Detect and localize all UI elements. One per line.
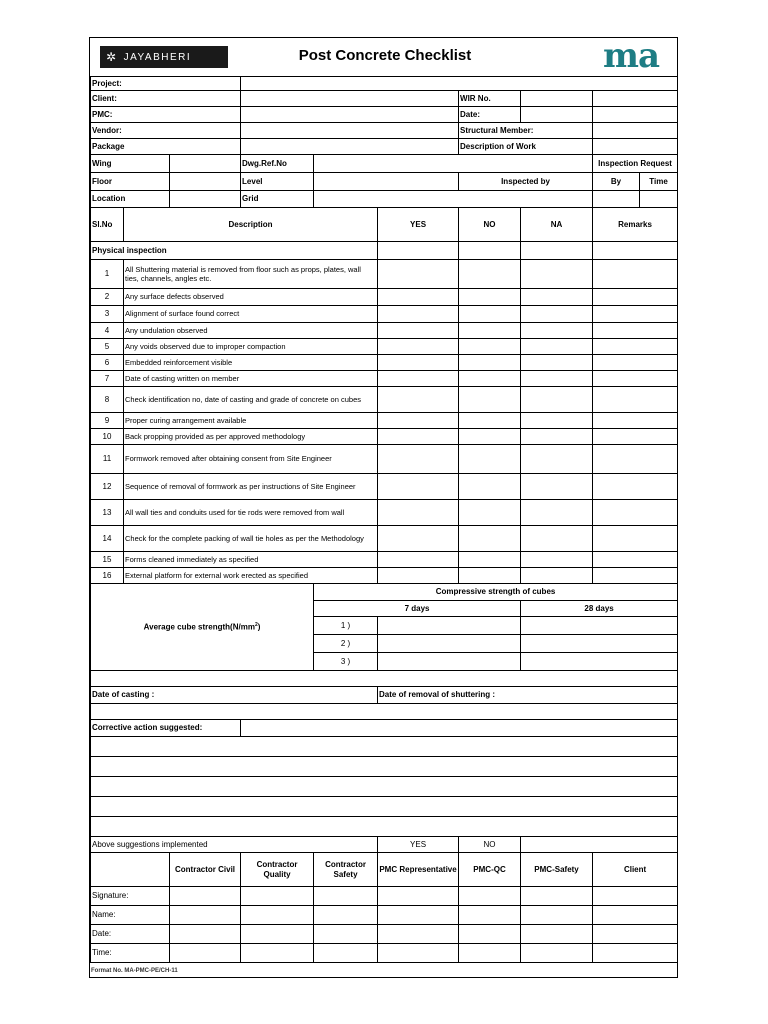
remarks-cell[interactable]	[593, 339, 678, 355]
name-cell[interactable]	[314, 906, 378, 925]
seven-days-header: 7 days	[314, 601, 521, 617]
checklist-grid	[90, 76, 677, 963]
vendor-label: Vendor:	[91, 123, 241, 139]
implemented-extra[interactable]	[521, 837, 678, 853]
no-cell[interactable]	[459, 552, 521, 568]
date-extra-field[interactable]	[593, 107, 678, 123]
twenty-eight-days-cell[interactable]	[521, 617, 678, 635]
inspection-request-label: Inspection Request	[593, 155, 678, 173]
ma-logo: ma	[602, 36, 659, 76]
no-cell[interactable]	[459, 445, 521, 474]
na-cell[interactable]	[521, 323, 593, 339]
location-field[interactable]	[170, 191, 241, 208]
remarks-cell[interactable]	[593, 500, 678, 526]
remarks-cell[interactable]	[593, 552, 678, 568]
grid-label: Grid	[241, 191, 314, 208]
item-description: All Shuttering material is removed from floor such as props, plates, wall ties, channels, angles etc.	[124, 260, 378, 289]
item-no: 8	[91, 387, 124, 413]
yes-cell[interactable]	[378, 526, 459, 552]
structural-member-label: Structural Member:	[459, 123, 593, 139]
remarks-cell[interactable]	[593, 413, 678, 429]
pmc-representative-header: PMC Representative	[378, 853, 459, 887]
item-no: 4	[91, 323, 124, 339]
seven-days-cell[interactable]	[378, 617, 521, 635]
no-cell[interactable]	[459, 289, 521, 306]
yes-cell[interactable]	[378, 552, 459, 568]
item-no: 14	[91, 526, 124, 552]
no-cell[interactable]	[459, 526, 521, 552]
pmc-label: PMC:	[91, 107, 241, 123]
yes-cell[interactable]	[378, 474, 459, 500]
physical-no-cell[interactable]	[459, 242, 521, 260]
sign-cell[interactable]	[170, 887, 241, 906]
item-description: Back propping provided as per approved methodology	[124, 429, 378, 445]
wir-no-field[interactable]	[521, 91, 593, 107]
item-no: 12	[91, 474, 124, 500]
project-field[interactable]	[241, 77, 678, 91]
corrective-action-field[interactable]	[241, 720, 678, 737]
item-description: Embedded reinforcement visible	[124, 355, 378, 371]
time-cell[interactable]	[378, 944, 459, 963]
client-field[interactable]	[241, 91, 459, 107]
name-cell[interactable]	[241, 906, 314, 925]
vendor-field[interactable]	[241, 123, 459, 139]
na-cell[interactable]	[521, 371, 593, 387]
level-field[interactable]	[314, 173, 459, 191]
remarks-cell[interactable]	[593, 260, 678, 289]
physical-na-cell[interactable]	[521, 242, 593, 260]
item-no: 2	[91, 289, 124, 306]
project-label: Project:	[91, 77, 241, 91]
remarks-cell[interactable]	[593, 323, 678, 339]
cube-row-label: 2 )	[314, 635, 378, 653]
description-of-work-field[interactable]	[593, 139, 678, 155]
no-header: NO	[459, 208, 521, 242]
package-label: Package	[91, 139, 241, 155]
name-cell[interactable]	[521, 906, 593, 925]
na-cell[interactable]	[521, 500, 593, 526]
yes-cell[interactable]	[378, 355, 459, 371]
yes-cell[interactable]	[378, 306, 459, 323]
na-cell[interactable]	[521, 355, 593, 371]
remarks-cell[interactable]	[593, 568, 678, 584]
time-cell[interactable]	[314, 944, 378, 963]
yes-cell[interactable]	[378, 289, 459, 306]
twenty-eight-days-header: 28 days	[521, 601, 678, 617]
level-label: Level	[241, 173, 314, 191]
na-cell[interactable]	[521, 526, 593, 552]
sign-cell[interactable]	[378, 887, 459, 906]
time-label: Time	[640, 173, 678, 191]
header	[90, 38, 677, 77]
item-description: External platform for external work erected as specified	[124, 568, 378, 584]
client-header: Client	[593, 853, 678, 887]
no-cell[interactable]	[459, 260, 521, 289]
yes-cell[interactable]	[378, 500, 459, 526]
no-cell[interactable]	[459, 355, 521, 371]
description-of-work-label: Description of Work	[459, 139, 593, 155]
date-field[interactable]	[521, 107, 593, 123]
date-cell[interactable]	[170, 925, 241, 944]
dwg-ref-field[interactable]	[314, 155, 593, 173]
no-cell[interactable]	[459, 568, 521, 584]
name-cell[interactable]	[378, 906, 459, 925]
item-no: 1	[91, 260, 124, 289]
cube-row-label: 3 )	[314, 653, 378, 671]
floor-field[interactable]	[170, 173, 241, 191]
yes-cell[interactable]	[378, 445, 459, 474]
pmc-field[interactable]	[241, 107, 459, 123]
implemented-no[interactable]: NO	[459, 837, 521, 853]
yes-cell[interactable]	[378, 413, 459, 429]
remarks-cell[interactable]	[593, 474, 678, 500]
format-number: Format No. MA-PMC-PE/CH-11	[91, 968, 178, 974]
yes-cell[interactable]	[378, 371, 459, 387]
item-no: 9	[91, 413, 124, 429]
logo-text: JAYABHERI	[123, 51, 192, 63]
na-cell[interactable]	[521, 568, 593, 584]
no-cell[interactable]	[459, 339, 521, 355]
item-no: 13	[91, 500, 124, 526]
spacer-row	[91, 704, 678, 720]
item-description: Alignment of surface found correct	[124, 306, 378, 323]
no-cell[interactable]	[459, 371, 521, 387]
sign-corner	[91, 853, 170, 887]
wing-label: Wing	[91, 155, 170, 173]
client-label: Client:	[91, 91, 241, 107]
item-description: Check for the complete packing of wall tie holes as per the Methodology	[124, 526, 378, 552]
item-no: 15	[91, 552, 124, 568]
time-field[interactable]	[640, 191, 678, 208]
floor-label: Floor	[91, 173, 170, 191]
sl-no-header: Sl.No	[91, 208, 124, 242]
contractor-safety-header: Contractor Safety	[314, 853, 378, 887]
page-title: Post Concrete Checklist	[298, 47, 472, 64]
sign-cell[interactable]	[459, 887, 521, 906]
yes-header: YES	[378, 208, 459, 242]
no-cell[interactable]	[459, 474, 521, 500]
date-of-removal-label[interactable]: Date of removal of shuttering :	[378, 687, 678, 704]
na-cell[interactable]	[521, 413, 593, 429]
na-cell[interactable]	[521, 387, 593, 413]
seven-days-cell[interactable]	[378, 635, 521, 653]
avg-cube-strength-sup: 2	[254, 621, 258, 628]
no-cell[interactable]	[459, 500, 521, 526]
pmc-qc-header: PMC-QC	[459, 853, 521, 887]
by-field[interactable]	[593, 191, 640, 208]
twenty-eight-days-cell[interactable]	[521, 635, 678, 653]
yes-cell[interactable]	[378, 387, 459, 413]
time-cell[interactable]	[241, 944, 314, 963]
no-cell[interactable]	[459, 323, 521, 339]
checklist-sheet	[89, 37, 678, 978]
avg-cube-strength-label	[91, 584, 314, 671]
na-header: NA	[521, 208, 593, 242]
time-cell[interactable]	[521, 944, 593, 963]
avg-cube-strength-close: )	[257, 622, 261, 632]
yes-cell[interactable]	[378, 429, 459, 445]
item-no: 11	[91, 445, 124, 474]
twenty-eight-days-cell[interactable]	[521, 653, 678, 671]
item-no: 6	[91, 355, 124, 371]
avg-cube-strength-text: Average cube strength(N/mm	[143, 622, 255, 632]
item-description: Any undulation observed	[124, 323, 378, 339]
star-icon: ✲	[106, 50, 118, 64]
no-cell[interactable]	[459, 306, 521, 323]
sign-cell[interactable]	[593, 887, 678, 906]
date-cell[interactable]	[459, 925, 521, 944]
na-cell[interactable]	[521, 445, 593, 474]
suggestions-implemented-label: Above suggestions implemented	[91, 837, 378, 853]
cube-row-label: 1 )	[314, 617, 378, 635]
item-description: Any voids observed due to improper compaction	[124, 339, 378, 355]
no-cell[interactable]	[459, 429, 521, 445]
dwg-ref-label: Dwg.Ref.No	[241, 155, 314, 173]
na-cell[interactable]	[521, 474, 593, 500]
remarks-cell[interactable]	[593, 387, 678, 413]
date-label: Date:	[459, 107, 521, 123]
date-row-label: Date:	[91, 925, 170, 944]
corrective-line[interactable]	[91, 777, 678, 797]
date-cell[interactable]	[241, 925, 314, 944]
signature-row-label: Signature:	[91, 887, 170, 906]
no-cell[interactable]	[459, 413, 521, 429]
corrective-action-label: Corrective action suggested:	[91, 720, 241, 737]
pmc-safety-header: PMC-Safety	[521, 853, 593, 887]
remarks-cell[interactable]	[593, 371, 678, 387]
time-cell[interactable]	[593, 944, 678, 963]
wir-no-label: WIR No.	[459, 91, 521, 107]
corrective-line[interactable]	[91, 817, 678, 837]
contractor-quality-header: Contractor Quality	[241, 853, 314, 887]
wing-field[interactable]	[170, 155, 241, 173]
remarks-header: Remarks	[593, 208, 678, 242]
item-no: 7	[91, 371, 124, 387]
description-header: Description	[124, 208, 378, 242]
item-description: Sequence of removal of formwork as per instructions of Site Engineer	[124, 474, 378, 500]
jayabheri-logo	[100, 46, 228, 68]
remarks-cell[interactable]	[593, 289, 678, 306]
implemented-yes[interactable]: YES	[378, 837, 459, 853]
spacer-row	[91, 671, 678, 687]
structural-member-field[interactable]	[593, 123, 678, 139]
compressive-strength-heading: Compressive strength of cubes	[314, 584, 678, 601]
na-cell[interactable]	[521, 339, 593, 355]
sign-cell[interactable]	[314, 887, 378, 906]
na-cell[interactable]	[521, 289, 593, 306]
name-row-label: Name:	[91, 906, 170, 925]
physical-remarks-cell[interactable]	[593, 242, 678, 260]
date-cell[interactable]	[593, 925, 678, 944]
date-cell[interactable]	[378, 925, 459, 944]
item-no: 5	[91, 339, 124, 355]
remarks-cell[interactable]	[593, 526, 678, 552]
yes-cell[interactable]	[378, 568, 459, 584]
item-description: Proper curing arrangement available	[124, 413, 378, 429]
corrective-line[interactable]	[91, 737, 678, 757]
item-description: All wall ties and conduits used for tie rods were removed from wall	[124, 500, 378, 526]
yes-cell[interactable]	[378, 260, 459, 289]
inspected-by-label: Inspected by	[459, 173, 593, 191]
time-cell[interactable]	[459, 944, 521, 963]
item-no: 3	[91, 306, 124, 323]
item-description: Date of casting written on member	[124, 371, 378, 387]
sign-cell[interactable]	[521, 887, 593, 906]
remarks-cell[interactable]	[593, 306, 678, 323]
item-description: Formwork removed after obtaining consent from Site Engineer	[124, 445, 378, 474]
name-cell[interactable]	[170, 906, 241, 925]
remarks-cell[interactable]	[593, 429, 678, 445]
corrective-line[interactable]	[91, 757, 678, 777]
time-row-label: Time:	[91, 944, 170, 963]
na-cell[interactable]	[521, 260, 593, 289]
seven-days-cell[interactable]	[378, 653, 521, 671]
contractor-civil-header: Contractor Civil	[170, 853, 241, 887]
date-cell[interactable]	[521, 925, 593, 944]
package-field[interactable]	[241, 139, 459, 155]
by-label: By	[593, 173, 640, 191]
location-label: Location	[91, 191, 170, 208]
date-of-casting-label[interactable]: Date of casting :	[91, 687, 378, 704]
name-cell[interactable]	[593, 906, 678, 925]
na-cell[interactable]	[521, 429, 593, 445]
name-cell[interactable]	[459, 906, 521, 925]
yes-cell[interactable]	[378, 339, 459, 355]
wir-extra-field[interactable]	[593, 91, 678, 107]
sign-cell[interactable]	[241, 887, 314, 906]
remarks-cell[interactable]	[593, 445, 678, 474]
na-cell[interactable]	[521, 552, 593, 568]
item-no: 16	[91, 568, 124, 584]
time-cell[interactable]	[170, 944, 241, 963]
yes-cell[interactable]	[378, 323, 459, 339]
remarks-cell[interactable]	[593, 355, 678, 371]
checklist-items	[91, 260, 678, 584]
item-description: Forms cleaned immediately as specified	[124, 552, 378, 568]
no-cell[interactable]	[459, 387, 521, 413]
item-no: 10	[91, 429, 124, 445]
item-description: Any surface defects observed	[124, 289, 378, 306]
grid-field[interactable]	[314, 191, 593, 208]
physical-yes-cell[interactable]	[378, 242, 459, 260]
corrective-line[interactable]	[91, 797, 678, 817]
date-cell[interactable]	[314, 925, 378, 944]
checklist-table	[90, 76, 678, 963]
na-cell[interactable]	[521, 306, 593, 323]
physical-inspection-heading: Physical inspection	[91, 242, 378, 260]
item-description: Check identification no, date of casting and grade of concrete on cubes	[124, 387, 378, 413]
